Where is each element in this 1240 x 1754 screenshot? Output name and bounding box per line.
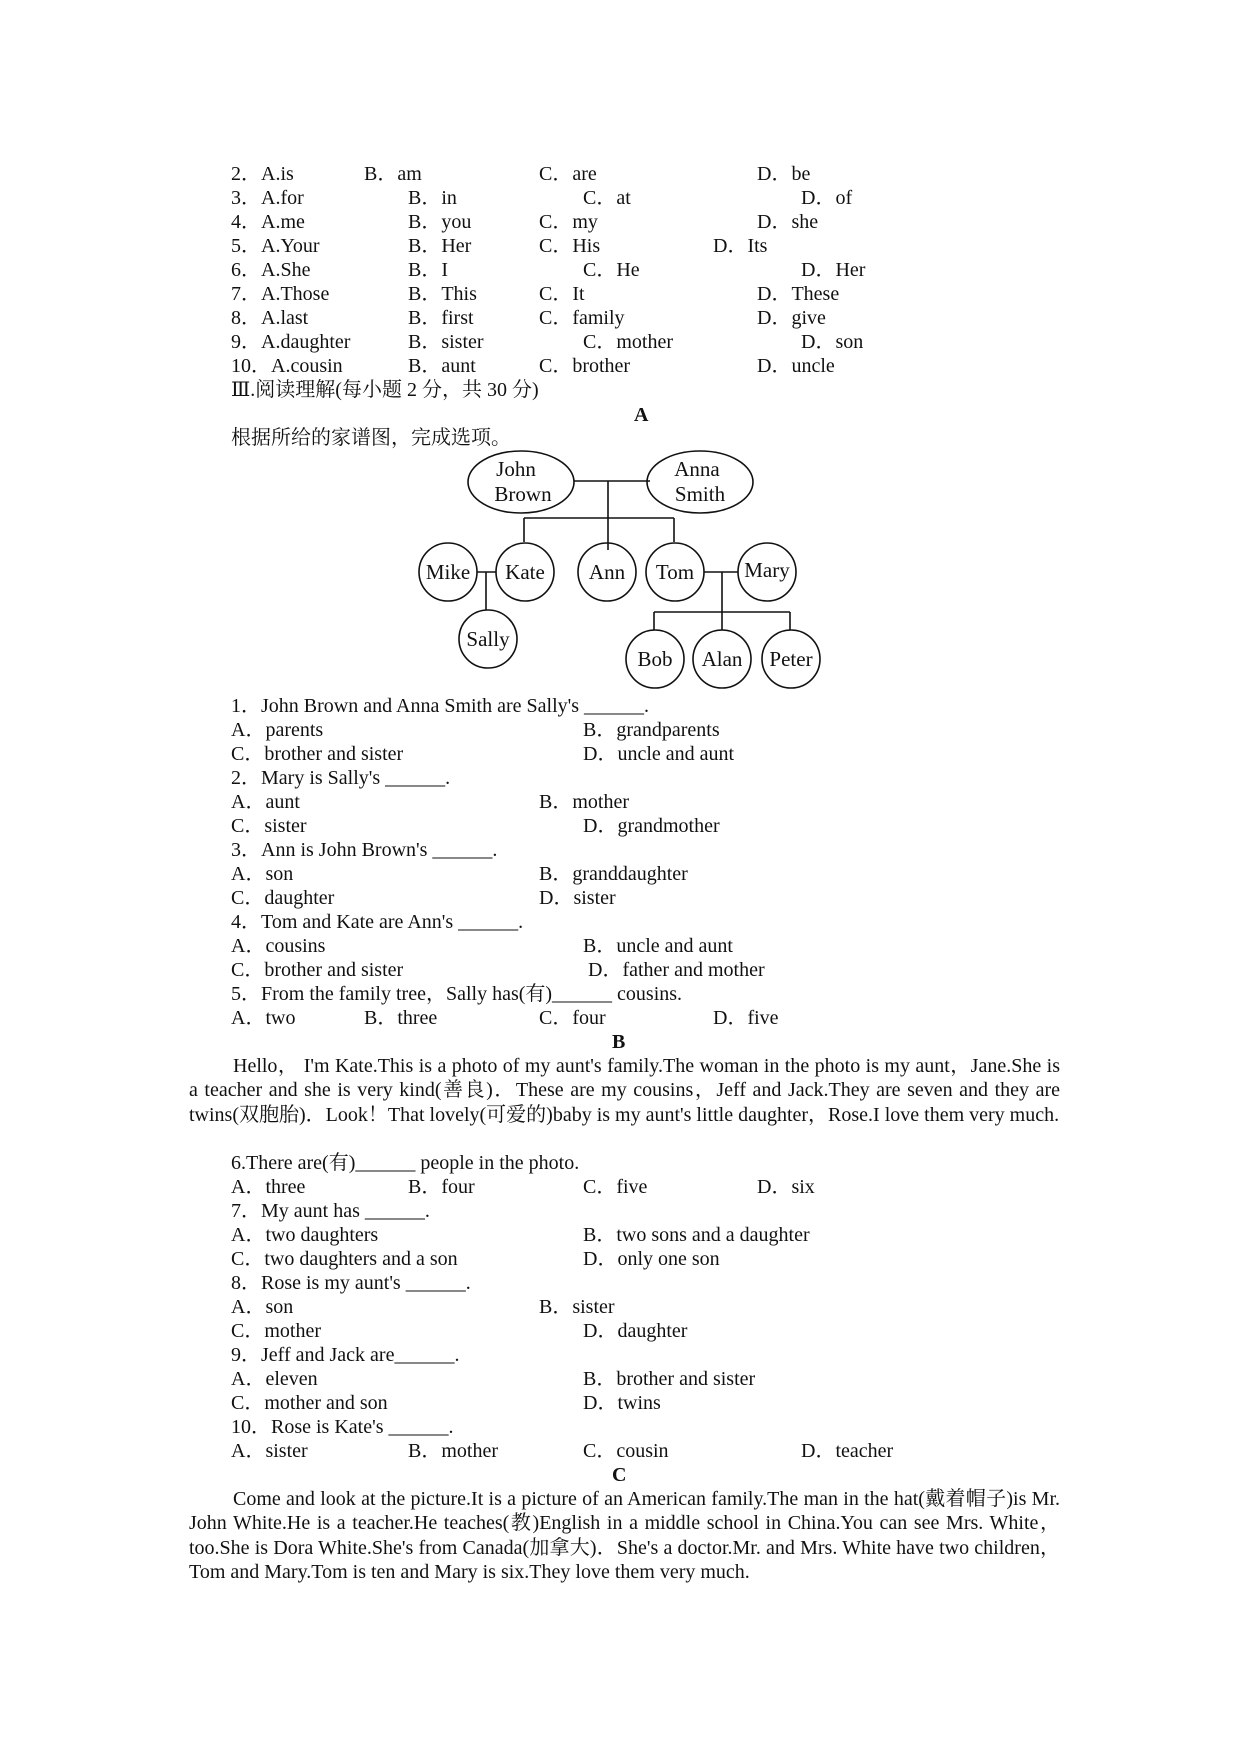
question-3-option-c: C．daughter xyxy=(231,887,335,909)
question-2-option-a: A．aunt xyxy=(231,791,300,813)
cloze-q6-b: B．I xyxy=(408,259,448,281)
question-2-option-c: C．sister xyxy=(231,815,307,837)
label-mary: Mary xyxy=(744,558,790,582)
question-7-option-b: B．two sons and a daughter xyxy=(583,1224,810,1246)
part-c-passage: Come and look at the picture.It is a picture of an American family.The man in the hat(戴着帽子)is Mr. John White.He is a teacher.He teaches(教)English in a middle school in China.You can see Mrs. White，too.She is Dora White.She's from Canada(加拿大)．She's a doctor.Mr. and Mrs. White have two children，Tom and Mary.Tom is ten and Mary is six.They love them very much. xyxy=(189,1488,1060,1583)
cloze-q8-d: D．give xyxy=(757,307,826,329)
question-9: 9．Jeff and Jack are______. xyxy=(231,1344,460,1366)
question-10-option-d: D．teacher xyxy=(801,1440,894,1462)
cloze-q9-b: B．sister xyxy=(408,331,484,353)
label-alan: Alan xyxy=(701,647,743,671)
question-6-option-d: D．six xyxy=(757,1176,815,1198)
label-brown: Brown xyxy=(494,482,552,506)
question-7: 7．My aunt has ______. xyxy=(231,1200,430,1222)
question-3: 3．Ann is John Brown's ______. xyxy=(231,839,498,861)
cloze-q3-d: D．of xyxy=(801,187,853,209)
question-3-option-a: A．son xyxy=(231,863,294,885)
label-bob: Bob xyxy=(637,647,673,671)
cloze-q5-d: D．Its xyxy=(713,235,768,257)
cloze-q9-c: C．mother xyxy=(583,331,673,353)
question-8: 8．Rose is my aunt's ______. xyxy=(231,1272,471,1294)
question-5: 5．From the family tree，Sally has(有)______ cousins. xyxy=(231,983,683,1005)
cloze-q8-a: 8．A.last xyxy=(231,307,309,329)
question-6-option-b: B．four xyxy=(408,1176,475,1198)
cloze-q6-d: D．Her xyxy=(801,259,866,281)
label-peter: Peter xyxy=(769,647,813,671)
cloze-q2-d: D．be xyxy=(757,163,811,185)
question-6-option-c: C．five xyxy=(583,1176,648,1198)
cloze-q5-b: B．Her xyxy=(408,235,472,257)
question-9-option-c: C．mother and son xyxy=(231,1392,388,1414)
question-10-option-c: C．cousin xyxy=(583,1440,669,1462)
question-7-option-c: C．two daughters and a son xyxy=(231,1248,458,1270)
question-4: 4．Tom and Kate are Ann's ______. xyxy=(231,911,524,933)
label-mike: Mike xyxy=(425,560,471,584)
question-8-option-c: C．mother xyxy=(231,1320,321,1342)
cloze-q10-c: C．brother xyxy=(539,355,631,377)
question-10-option-b: B．mother xyxy=(408,1440,498,1462)
label-sally: Sally xyxy=(466,627,510,651)
cloze-q7-a: 7．A.Those xyxy=(231,283,330,305)
cloze-q6-a: 6．A.She xyxy=(231,259,311,281)
question-5-option-c: C．four xyxy=(539,1007,606,1029)
question-6: 6.There are(有)______ people in the photo. xyxy=(231,1152,580,1174)
question-3-option-b: B．granddaughter xyxy=(539,863,688,885)
part-b-heading: B xyxy=(612,1031,626,1053)
part-a-heading: A xyxy=(634,404,649,426)
cloze-q2-c: C．are xyxy=(539,163,597,185)
label-kate: Kate xyxy=(505,560,545,584)
question-2-option-b: B．mother xyxy=(539,791,629,813)
label-smith: Smith xyxy=(674,482,726,506)
cloze-q5-a: 5．A.Your xyxy=(231,235,320,257)
question-9-option-d: D．twins xyxy=(583,1392,661,1414)
part-b-passage: Hello， I'm Kate.This is a photo of my aunt's family.The woman in the photo is my aunt，Jane.She is a teacher and she is very kind(善良)．These are my cousins，Jeff and Jack.They are seven and they are twins(双胞胎)．Look！That lovely(可爱的)baby is my aunt's little daughter，Rose.I love them very much. xyxy=(189,1055,1060,1126)
cloze-q4-d: D．she xyxy=(757,211,819,233)
part-c-heading: C xyxy=(612,1464,627,1486)
label-john: John xyxy=(496,457,536,481)
question-3-option-d: D．sister xyxy=(539,887,616,909)
question-1-option-a: A．parents xyxy=(231,719,324,741)
question-5-option-b: B．three xyxy=(364,1007,438,1029)
question-1-option-d: D．uncle and aunt xyxy=(583,743,735,765)
question-10-option-a: A．sister xyxy=(231,1440,308,1462)
question-1-option-c: C．brother and sister xyxy=(231,743,404,765)
question-10: 10．Rose is Kate's ______. xyxy=(231,1416,454,1438)
label-ann: Ann xyxy=(588,560,626,584)
cloze-q6-c: C．He xyxy=(583,259,640,281)
cloze-q7-c: C．It xyxy=(539,283,585,305)
family-tree-diagram xyxy=(410,446,830,696)
question-2: 2．Mary is Sally's ______. xyxy=(231,767,451,789)
cloze-q3-a: 3．A.for xyxy=(231,187,304,209)
cloze-q10-d: D．uncle xyxy=(757,355,835,377)
label-tom: Tom xyxy=(655,560,695,584)
part-a-instruction: 根据所给的家谱图，完成选项。 xyxy=(231,427,511,449)
section-title: Ⅲ.阅读理解(每小题 2 分，共 30 分) xyxy=(231,379,539,401)
question-2-option-d: D．grandmother xyxy=(583,815,720,837)
label-anna: Anna xyxy=(674,457,720,481)
question-8-option-d: D．daughter xyxy=(583,1320,688,1342)
cloze-q2-a: 2．A.is xyxy=(231,163,294,185)
question-4-option-a: A．cousins xyxy=(231,935,326,957)
question-6-option-a: A．three xyxy=(231,1176,306,1198)
question-4-option-b: B．uncle and aunt xyxy=(583,935,733,957)
cloze-q4-c: C．my xyxy=(539,211,598,233)
question-9-option-b: B．brother and sister xyxy=(583,1368,756,1390)
question-1-option-b: B．grandparents xyxy=(583,719,720,741)
cloze-q7-b: B．This xyxy=(408,283,477,305)
cloze-q5-c: C．His xyxy=(539,235,601,257)
question-9-option-a: A．eleven xyxy=(231,1368,318,1390)
question-5-option-d: D．five xyxy=(713,1007,779,1029)
question-8-option-a: A．son xyxy=(231,1296,294,1318)
cloze-q9-a: 9．A.daughter xyxy=(231,331,351,353)
cloze-q7-d: D．These xyxy=(757,283,840,305)
question-7-option-d: D．only one son xyxy=(583,1248,720,1270)
question-4-option-d: D．father and mother xyxy=(588,959,765,981)
question-7-option-a: A．two daughters xyxy=(231,1224,379,1246)
cloze-q10-a: 10．A.cousin xyxy=(231,355,343,377)
cloze-q3-c: C．at xyxy=(583,187,631,209)
cloze-q3-b: B．in xyxy=(408,187,457,209)
cloze-q4-a: 4．A.me xyxy=(231,211,305,233)
question-1: 1．John Brown and Anna Smith are Sally's ______. xyxy=(231,695,650,717)
question-5-option-a: A．two xyxy=(231,1007,296,1029)
cloze-q10-b: B．aunt xyxy=(408,355,476,377)
cloze-q8-c: C．family xyxy=(539,307,625,329)
cloze-q9-d: D．son xyxy=(801,331,864,353)
cloze-q2-b: B．am xyxy=(364,163,422,185)
cloze-q8-b: B．first xyxy=(408,307,474,329)
question-8-option-b: B．sister xyxy=(539,1296,615,1318)
question-4-option-c: C．brother and sister xyxy=(231,959,404,981)
cloze-q4-b: B．you xyxy=(408,211,472,233)
